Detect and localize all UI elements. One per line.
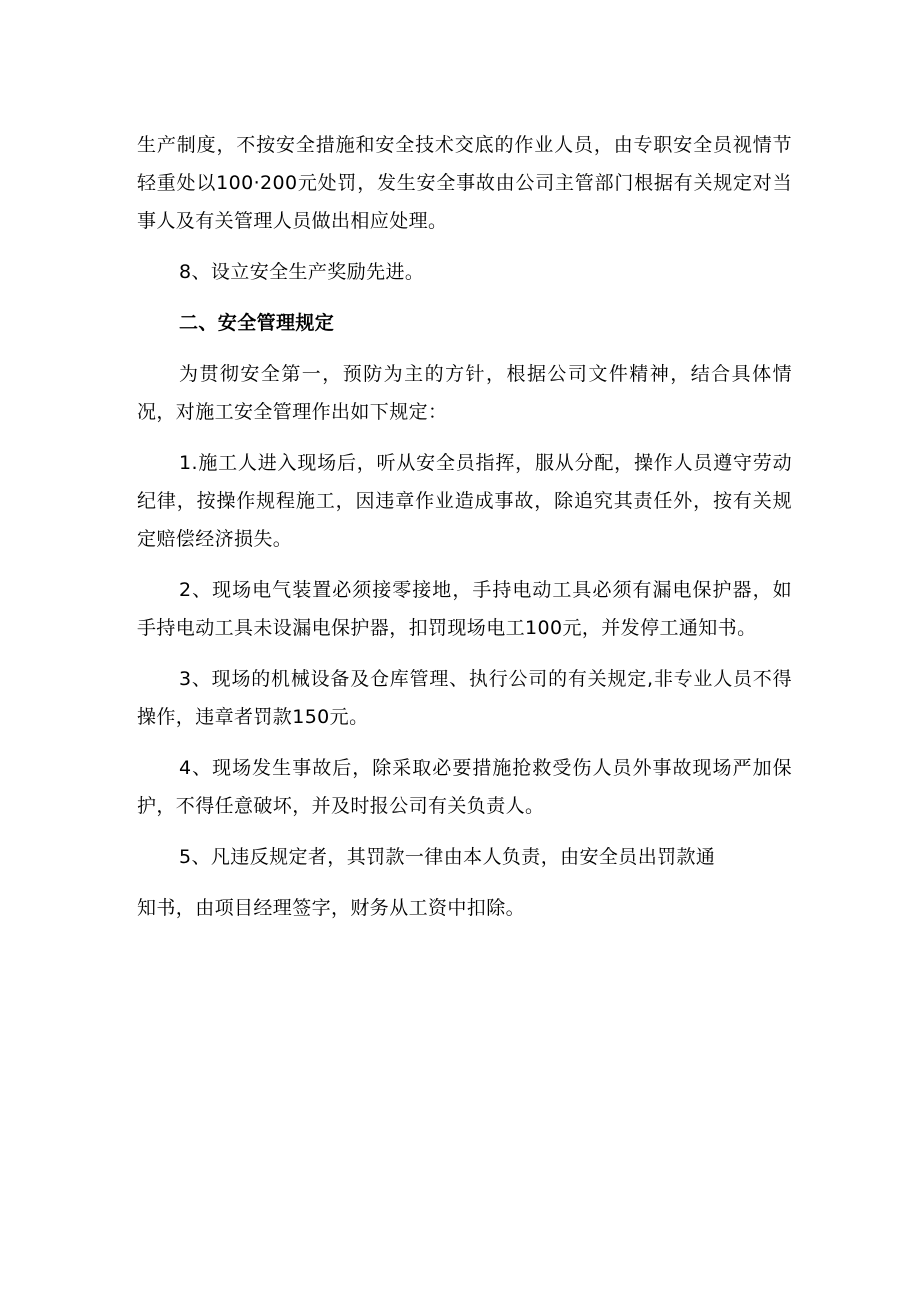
intro-paragraph: 为贯彻安全第一，预防为主的方针，根据公司文件精神，结合具体情况，对施工安全管理作出如下规定： (137, 363, 792, 423)
rule-1: 1.施工人进入现场后，听从安全员指挥，服从分配，操作人员遵守劳动纪律，按操作规程施工，因违章作业造成事故，除追究其责任外，按有关规定赔偿经济损失。 (137, 452, 792, 550)
rule-3: 3、现场的机械设备及仓库管理、执行公司的有关规定,非专业人员不得操作，违章者罚款150元。 (137, 668, 792, 728)
rule-5-line-2: 知书，由项目经理签字，财务从工资中扣除。 (137, 897, 526, 919)
rule-2: 2、现场电气装置必须接零接地，手持电动工具必须有漏电保护器，如手持电动工具未设漏电保护器，扣罚现场电工100元，并发停工通知书。 (137, 579, 792, 639)
document-body (137, 126, 792, 927)
rule-4: 4、现场发生事故后，除采取必要措施抢救受伤人员外事故现场严加保护，不得任意破坏，并及时报公司有关负责人。 (137, 757, 792, 817)
paragraph-continuation: 生产制度，不按安全措施和安全技术交底的作业人员，由专职安全员视情节轻重处以100·200元处罚，发生安全事故由公司主管部门根据有关规定对当事人及有关管理人员做出相应处理。 (137, 134, 792, 232)
section-heading: 二、安全管理规定 (179, 312, 335, 334)
list-item-8: 8、设立安全生产奖励先进。 (179, 261, 425, 283)
rule-5-line-1: 5、凡违反规定者，其罚款一律由本人负责，由安全员出罚款通 (179, 846, 716, 868)
